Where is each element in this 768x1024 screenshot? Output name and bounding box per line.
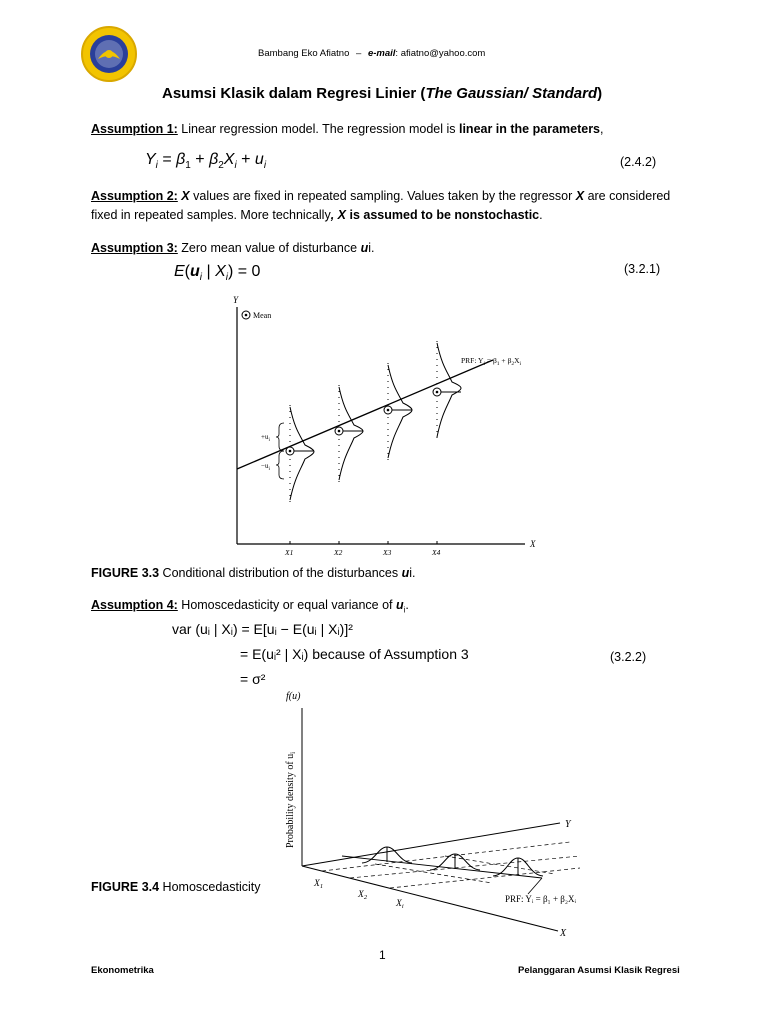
header-email-sep: : — [395, 48, 399, 59]
assumption-4-end: . — [405, 598, 409, 612]
header-email-label: e-mail — [367, 48, 396, 59]
equation-number-3-2-1: (3.2.1) — [624, 262, 661, 276]
distribution-x1 — [286, 405, 314, 505]
assumption-2-label: Assumption 2: — [91, 189, 178, 203]
x-axis-3d-label: X — [560, 928, 567, 939]
mean-legend — [242, 311, 271, 320]
footer-left: Ekonometrika — [91, 965, 154, 976]
equation-3-2-2-line1: var (uᵢ | Xᵢ) = E[uᵢ − E(uᵢ | Xᵢ)]² — [172, 621, 353, 637]
equation-3-2-2-line3: = σ² — [240, 671, 266, 687]
figure-3-4-caption-text: Homoscedasticity — [159, 880, 261, 894]
distribution-x4 — [433, 341, 461, 443]
header-email[interactable]: afiatno@yahoo.com — [400, 48, 486, 59]
x2-label: $X_2$ — [358, 890, 368, 901]
prf-3d-label: PRF: Yᵢ = β₁ + β₂Xᵢ — [505, 894, 576, 904]
title-italic: The Gaussian/ Standard — [425, 85, 598, 102]
prf-label: PRF: $Y_i = \beta_1 + \beta_2X_i$ — [461, 356, 522, 367]
assumption-1-comma: , — [600, 122, 604, 136]
prf-line — [237, 360, 493, 469]
title-main: Asumsi Klasik dalam Regresi Linier ( — [162, 85, 426, 102]
density-label: Probability density of $u_i$ — [285, 751, 297, 848]
assumption-4-sub: i — [403, 605, 406, 615]
assumption-2-bold-x: , X — [330, 208, 347, 222]
assumption-2-text1: values are fixed in repeated sampling. Values taken by the regressor — [189, 189, 576, 203]
density-text: Probability density of u — [285, 753, 296, 848]
figure-3-3-i: i. — [409, 566, 416, 580]
figure-3-3-diagram — [225, 295, 545, 560]
figure-3-3-caption — [91, 565, 415, 581]
assumption-3-text: Zero mean value of disturbance — [177, 241, 361, 255]
equation-3-2-1: $E(u_i$ | $X_i) = 0$ — [174, 263, 261, 284]
assumption-4 — [91, 597, 409, 619]
plus-u-brace — [276, 423, 284, 451]
x1-label: $X_1$ — [314, 879, 324, 890]
header-dash: – — [356, 48, 362, 59]
bell-curve-2 — [430, 854, 480, 870]
assumption-4-label: Assumption 4: — [91, 598, 178, 612]
title-close: ) — [597, 85, 603, 102]
figure-3-4-diagram — [280, 688, 610, 944]
assumption-1-bold: linear in the parameters — [458, 122, 601, 136]
page-number: 1 — [379, 948, 386, 962]
assumption-1-text: Linear regression model. The regression model is — [177, 122, 459, 136]
figure-3-3-label: FIGURE 3.3 — [91, 566, 160, 580]
equation-number-3-2-2: (3.2.2) — [610, 650, 647, 664]
equation-2-4-2: $Y_i = \beta_1 + \beta_2X_i + u_i$ — [145, 151, 267, 172]
assumption-1-label: Assumption 1: — [91, 122, 178, 136]
assumption-3-u: u — [360, 241, 369, 255]
assumption-2-x2: X — [575, 189, 585, 203]
assumption-2 — [91, 187, 691, 225]
figure-3-3-u: u — [401, 566, 410, 580]
equation-3-2-2-line2: = E(uᵢ² | Xᵢ) because of Assumption 3 — [240, 646, 469, 662]
plus-u-text: +u — [261, 433, 269, 441]
tick-x2: X2 — [334, 548, 343, 557]
assumption-3-label: Assumption 3: — [91, 241, 178, 255]
tick-x3: X3 — [383, 548, 392, 557]
footer-right: Pelanggaran Asumsi Klasik Regresi — [518, 965, 680, 976]
prf-line-3d — [342, 856, 542, 878]
university-logo — [80, 25, 138, 83]
bell-curve-3 — [493, 858, 543, 876]
fu-label: f(u) — [286, 691, 301, 702]
assumption-2-x1: X — [181, 189, 190, 203]
equation-number-2-4-2: (2.4.2) — [620, 155, 657, 169]
prf-label-text: PRF: Y — [461, 356, 484, 365]
assumption-3 — [91, 240, 374, 256]
distribution-x2 — [335, 385, 363, 485]
assumption-4-text: Homoscedasticity or equal variance of — [177, 598, 396, 612]
header-author: Bambang Eko Afiatno — [258, 48, 350, 59]
minus-u-label: $-u_i$ — [261, 462, 270, 472]
mean-label: Mean — [253, 311, 272, 320]
minus-u-text: −u — [261, 462, 269, 470]
xi-label: $X_i$ — [396, 899, 404, 910]
assumption-2-line2: fixed in repeated samples. More technically — [91, 208, 331, 222]
figure-3-4-label: FIGURE 3.4 — [91, 880, 160, 894]
header-line — [258, 48, 485, 59]
assumption-2-end: . — [539, 208, 543, 222]
figure-3-4-caption — [91, 879, 261, 895]
assumption-4-u: u — [395, 598, 404, 612]
distribution-x3 — [384, 363, 412, 463]
assumption-3-i: i. — [368, 241, 375, 255]
assumption-1 — [91, 121, 604, 137]
page-title — [162, 85, 602, 102]
y-axis-3d-label: Y — [565, 819, 571, 830]
assumption-2-text2: are considered — [584, 189, 671, 203]
tick-x4: X4 — [432, 548, 441, 557]
assumption-2-bold-rest: is assumed to be nonstochastic — [346, 208, 540, 222]
plus-u-label: $+u_i$ — [261, 433, 270, 443]
figure-3-3-caption-text: Conditional distribution of the disturbances — [159, 566, 402, 580]
minus-u-brace — [276, 451, 284, 479]
x-axis-label: X — [530, 539, 536, 549]
tick-x1: X1 — [285, 548, 294, 557]
y-axis-label: Y — [233, 295, 239, 305]
